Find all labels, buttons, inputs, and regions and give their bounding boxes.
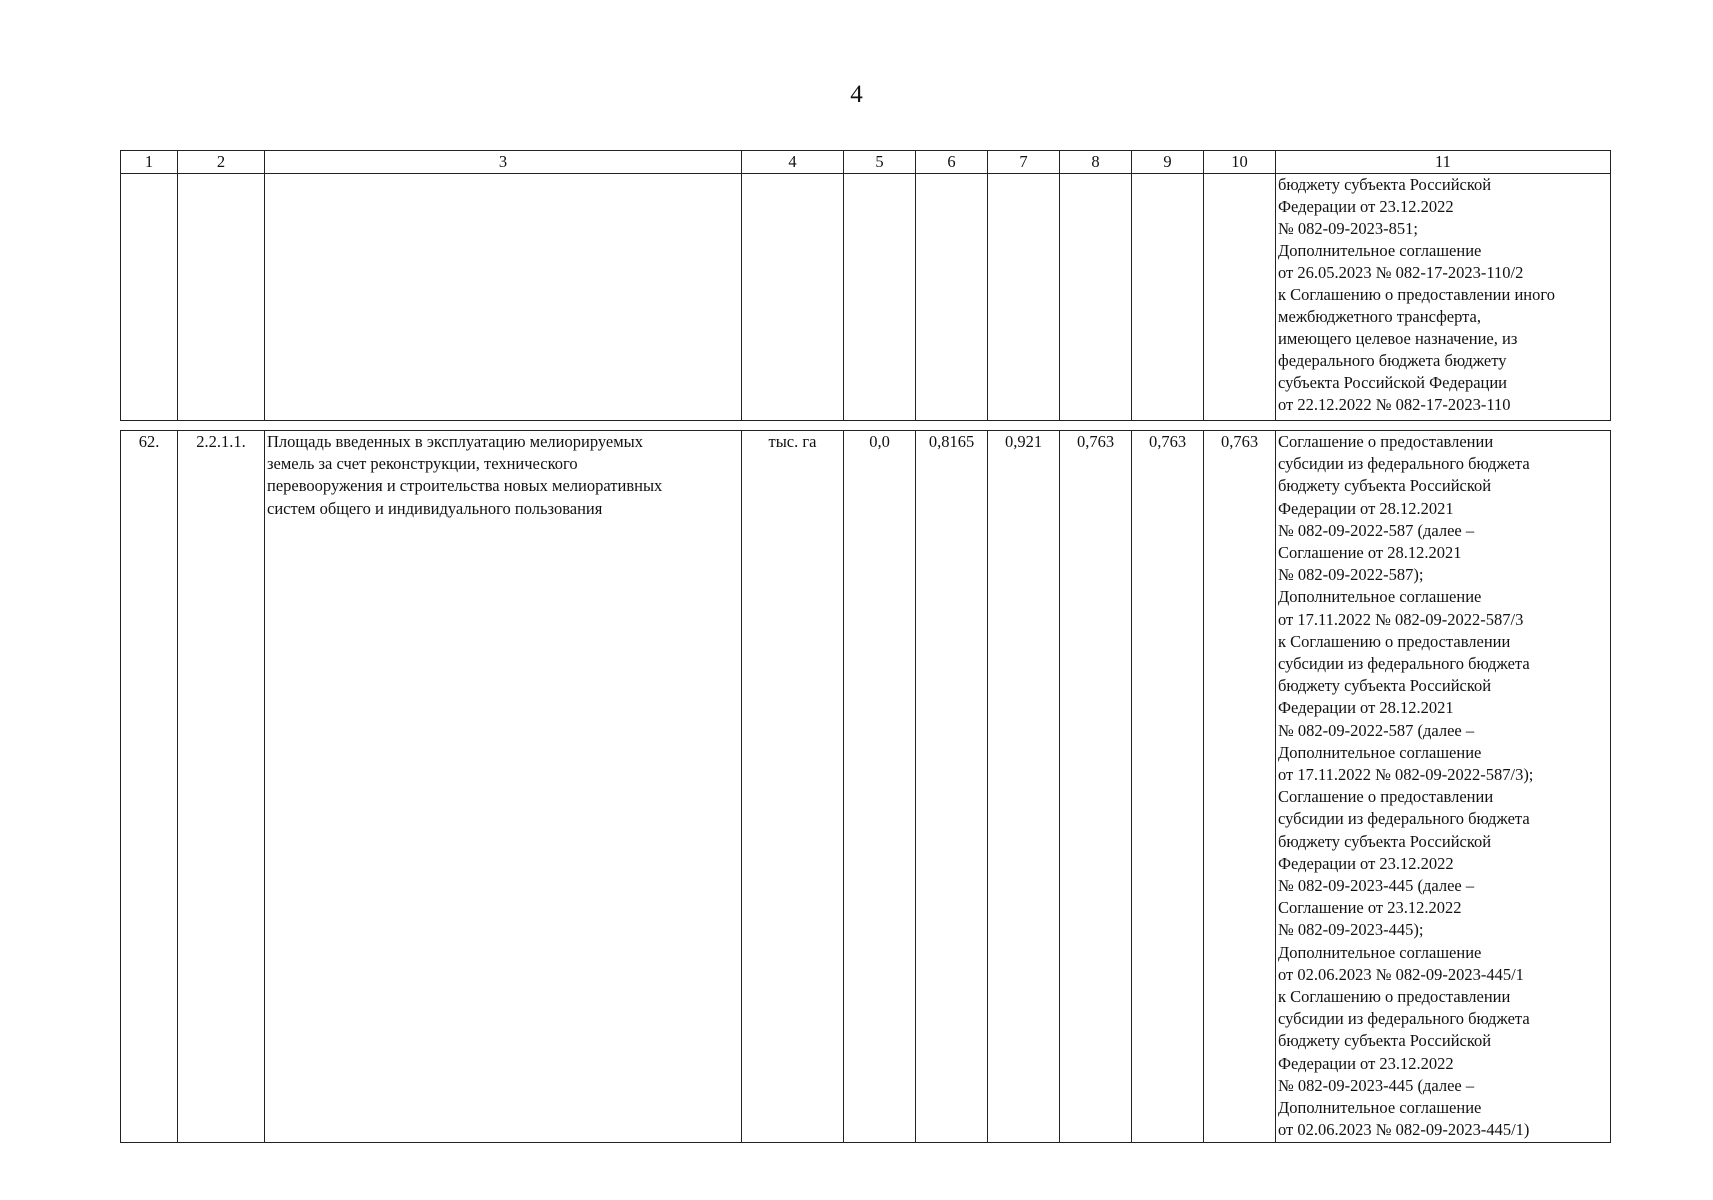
- text-line: субсидии из федерального бюджета: [1278, 454, 1530, 474]
- text-line: перевооружения и строительства новых мелиоративных: [267, 476, 663, 496]
- text-line: бюджету субъекта Российской: [1278, 175, 1492, 194]
- text-line: от 26.05.2023 № 082-17-2023-110/2: [1278, 263, 1524, 282]
- text-line: Дополнительное соглашение: [1278, 1098, 1482, 1118]
- text-line: Соглашение от 23.12.2022: [1278, 898, 1462, 918]
- text-line: № 082-09-2023-851;: [1278, 219, 1418, 238]
- agreement-details-continuation: [1276, 174, 1611, 421]
- empty-cell: [178, 174, 265, 421]
- text-line: Федерации от 23.12.2022: [1278, 197, 1454, 216]
- text-line: № 082-09-2022-587);: [1278, 565, 1424, 585]
- text-line: № 082-09-2023-445 (далее –: [1278, 1075, 1475, 1095]
- column-number: 7: [988, 151, 1060, 174]
- empty-cell: [1204, 174, 1276, 421]
- empty-cell: [916, 174, 988, 421]
- value-col-7: 0,921: [988, 431, 1060, 1143]
- empty-cell: [265, 174, 742, 421]
- column-number: 10: [1204, 151, 1276, 174]
- text-line: субсидии из федерального бюджета: [1278, 1009, 1530, 1029]
- text-line: от 17.11.2022 № 082-09-2022-587/3);: [1278, 765, 1534, 785]
- text-line: межбюджетного трансферта,: [1278, 307, 1482, 326]
- text-line: Федерации от 23.12.2022: [1278, 1053, 1454, 1073]
- text-line: от 02.06.2023 № 082-09-2023-445/1): [1278, 1120, 1530, 1140]
- row-code: 2.2.1.1.: [178, 431, 265, 1143]
- text-line: Дополнительное соглашение: [1278, 942, 1482, 962]
- text-line: Соглашение о предоставлении: [1278, 787, 1494, 807]
- value-col-8: 0,763: [1060, 431, 1132, 1143]
- text-line: от 17.11.2022 № 082-09-2022-587/3: [1278, 609, 1524, 629]
- text-line: систем общего и индивидуального пользования: [267, 498, 603, 518]
- text-line: к Соглашению о предоставлении иного: [1278, 285, 1555, 304]
- empty-cell: [844, 174, 916, 421]
- empty-cell: [742, 174, 844, 421]
- text-line: субъекта Российской Федерации: [1278, 373, 1508, 392]
- text-line: от 22.12.2022 № 082-17-2023-110: [1278, 395, 1511, 414]
- column-number: 4: [742, 151, 844, 174]
- text-line: бюджету субъекта Российской: [1278, 1031, 1492, 1051]
- column-number: 5: [844, 151, 916, 174]
- text-line: бюджету субъекта Российской: [1278, 476, 1492, 496]
- text-line: имеющего целевое назначение, из: [1278, 329, 1518, 348]
- text-line: к Соглашению о предоставлении: [1278, 987, 1511, 1007]
- page-number: 4: [850, 81, 863, 108]
- unit-of-measure: тыс. га: [742, 431, 844, 1143]
- text-line: к Соглашению о предоставлении: [1278, 631, 1511, 651]
- column-number: 2: [178, 151, 265, 174]
- text-line: Площадь введенных в эксплуатацию мелиорируемых: [267, 432, 643, 451]
- column-number: 3: [265, 151, 742, 174]
- text-line: № 082-09-2023-445);: [1278, 920, 1424, 940]
- text-line: Федерации от 28.12.2021: [1278, 698, 1454, 718]
- row-number: 62.: [121, 431, 178, 1143]
- text-line: № 082-09-2023-445 (далее –: [1278, 876, 1475, 896]
- column-number: 11: [1276, 151, 1611, 174]
- text-line: федерального бюджета бюджету: [1278, 351, 1507, 370]
- text-line: бюджету субъекта Российской: [1278, 831, 1492, 851]
- value-col-10: 0,763: [1204, 431, 1276, 1143]
- column-number: 1: [121, 151, 178, 174]
- text-line: субсидии из федерального бюджета: [1278, 654, 1530, 674]
- text-line: земель за счет реконструкции, технического: [267, 454, 578, 474]
- text-line: Соглашение от 28.12.2021: [1278, 543, 1462, 563]
- text-line: № 082-09-2022-587 (далее –: [1278, 520, 1475, 540]
- text-line: № 082-09-2022-587 (далее –: [1278, 720, 1475, 740]
- column-number: 9: [1132, 151, 1204, 174]
- column-number-row: [121, 151, 1611, 174]
- table-top: [120, 150, 1611, 421]
- value-col-6: 0,8165: [916, 431, 988, 1143]
- empty-cell: [1132, 174, 1204, 421]
- text-line: Соглашение о предоставлении: [1278, 432, 1494, 451]
- table-row-62: [120, 430, 1611, 1143]
- text-line: Дополнительное соглашение: [1278, 587, 1482, 607]
- text-line: Федерации от 28.12.2021: [1278, 498, 1454, 518]
- table-row: [121, 431, 1611, 1143]
- indicator-name: [265, 431, 742, 1143]
- text-line: бюджету субъекта Российской: [1278, 676, 1492, 696]
- empty-cell: [1060, 174, 1132, 421]
- text-line: Федерации от 23.12.2022: [1278, 853, 1454, 873]
- text-line: субсидии из федерального бюджета: [1278, 809, 1530, 829]
- empty-cell: [988, 174, 1060, 421]
- value-col-5: 0,0: [844, 431, 916, 1143]
- column-number: 6: [916, 151, 988, 174]
- agreement-details: [1276, 431, 1611, 1143]
- text-line: от 02.06.2023 № 082-09-2023-445/1: [1278, 964, 1524, 984]
- column-number: 8: [1060, 151, 1132, 174]
- text-line: Дополнительное соглашение: [1278, 742, 1482, 762]
- text-line: Дополнительное соглашение: [1278, 241, 1482, 260]
- continuation-row: [121, 174, 1611, 421]
- value-col-9: 0,763: [1132, 431, 1204, 1143]
- empty-cell: [121, 174, 178, 421]
